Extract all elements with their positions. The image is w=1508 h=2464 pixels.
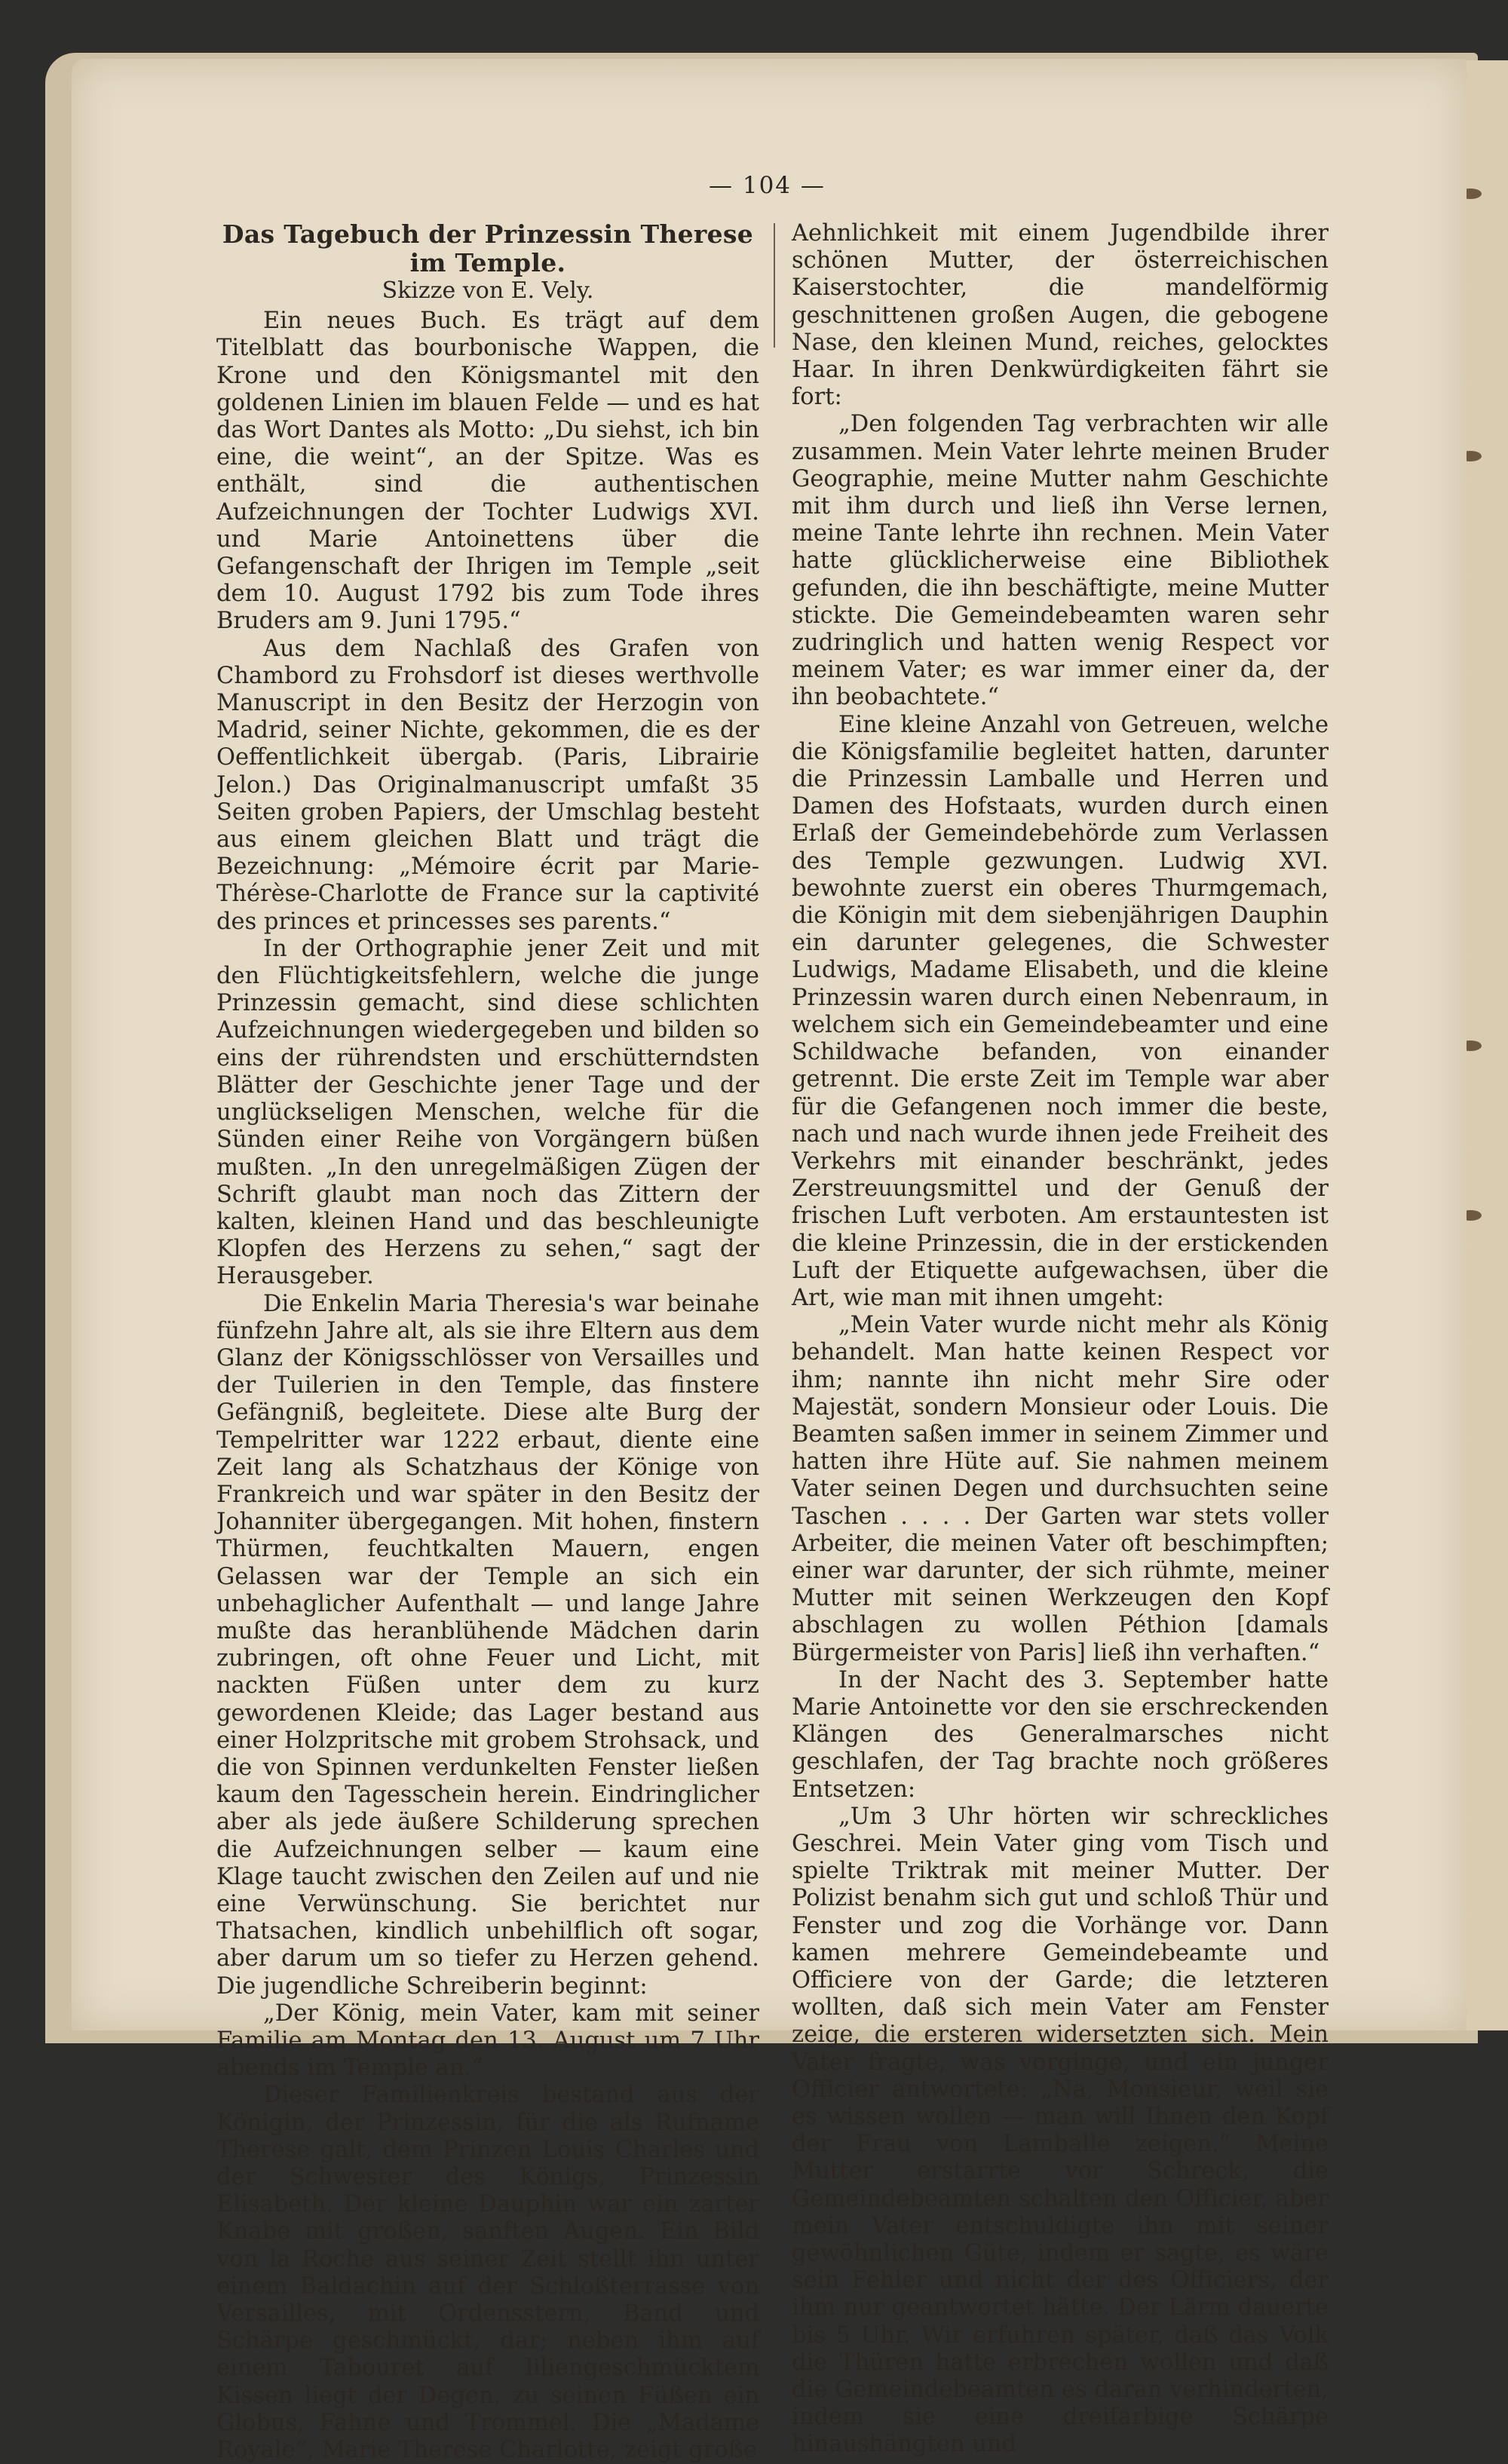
paragraph: Aus dem Nachlaß des Grafen von Chambord zu Frohsdorf ist dieses werthvolle Manuscript in den Besitz der Herzogin von Madrid, seiner Nichte, gekommen, die es der Oeffentlichkeit übergab. (Paris, Librairie Jelon.) Das Originalmanuscript umfaßt 35 Seiten groben Papiers, der Umschlag besteht aus einem gleichen Blatt und trägt die Bezeichnung: „Mémoire écrit par Marie-Thérèse-Charlotte de France sur la captivité des princes et princesses ses parents.“	[216, 635, 759, 935]
column-divider	[774, 223, 775, 348]
paragraph-continuation: Aehnlichkeit mit einem Jugendbilde ihrer schönen Mutter, der österreichischen Kaiserstochter, die mandelförmig geschnittenen großen Augen, die gebogene Nase, den kleinen Mund, reiches, gelocktes Haar. In ihren Denkwürdigkeiten fährt sie fort:	[792, 220, 1329, 411]
paragraph: In der Orthographie jener Zeit und mit den Flüchtigkeitsfehlern, welche die junge Prinzessin gemacht, sind diese schlichten Aufzeichnungen wiedergegeben und bilden so eins der rührendsten und erschütterndsten Blätter der Geschichte jener Tage und der unglückseligen Menschen, welche für die Sünden einer Reihe von Vorgängern büßen mußten. „In den unregelmäßigen Zügen der Schrift glaubt man noch das Zittern der kalten, kleinen Hand und das beschleunigte Klopfen des Herzens zu sehen,“ sagt der Herausgeber.	[216, 935, 759, 1290]
article-byline: Skizze von E. Vely.	[382, 277, 594, 304]
quote-paragraph: „Der König, mein Vater, kam mit seiner Familie am Montag den 13. August um 7 Uhr abends im Temple an.“	[216, 2000, 759, 2082]
right-column	[792, 220, 1329, 2459]
quote-paragraph: „Um 3 Uhr hörten wir schreckliches Geschrei. Mein Vater ging vom Tisch und spielte Triktrak mit meiner Mutter. Der Polizist benahm sich gut und schloß Thür und Fenster und zog die Vorhänge vor. Dann kamen mehrere Gemeindebeamte und Officiere von der Garde; die letzteren wollten, daß sich mein Vater am Fenster zeige, die ersteren widersetzten sich. Mein Vater fragte, was vorginge, und ein junger Officier antwortete: „Na, Monsieur, weil sie es wissen wollen — man will Ihnen den Kopf der Frau von Lamballe zeigen.“ Meine Mutter erstarrte vor Schreck, die Gemeindebeamten schalten den Officier, aber mein Vater entschuldigte ihn mit seiner gewöhnlichen Güte, indem er sagte, es wäre sein Fehler und nicht der des Officiers, der ihm nur geantwortet hätte. Der Lärm dauerte bis 5 Uhr. Wir erfuhren später, daß das Volk die Thüren hatte erbrechen wollen und daß die Gemeindebeamten es daran verhinderten, indem sie eine dreifarbige Schärpe hinaushängten und	[792, 1803, 1329, 2458]
paragraph: In der Nacht des 3. September hatte Marie Antoinette vor den sie erschreckenden Klängen des Generalmarsches nicht geschlafen, der Tag brachte noch größeres Entsetzen:	[792, 1666, 1329, 1803]
quote-paragraph: „Mein Vater wurde nicht mehr als König behandelt. Man hatte keinen Respect vor ihm; nannte ihn nicht mehr Sire oder Majestät, sondern Monsieur oder Louis. Die Beamten saßen immer in seinem Zimmer und hatten ihre Hüte auf. Sie nahmen meinem Vater seinen Degen und durchsuchten seine Taschen . . . . Der Garten war stets voller Arbeiter, die meinen Vater oft beschimpften; einer war darunter, der sich rühmte, meiner Mutter mit seinen Werkzeugen den Kopf abschlagen zu wollen Péthion [damals Bürgermeister von Paris] ließ ihn verhaften.“	[792, 1312, 1329, 1666]
paragraph: Ein neues Buch. Es trägt auf dem Titelblatt das bourbonische Wappen, die Krone und den Königsmantel mit den goldenen Linien im blauen Felde — und es hat das Wort Dantes als Motto: „Du siehst, ich bin eine, die weint“, an der Spitze. Was es enthält, sind die authentischen Aufzeichnungen der Tochter Ludwigs XVI. und Marie Antoinettens über die Gefangenschaft der Ihrigen im Temple „seit dem 10. August 1792 bis zum Tode ihres Bruders am 9. Juni 1795.“	[216, 308, 759, 635]
page-number: — 104 —	[709, 172, 826, 199]
article-title: Das Tagebuch der Prinzessin Therese im Temple.	[222, 219, 754, 277]
paragraph: Eine kleine Anzahl von Getreuen, welche die Königsfamilie begleitet hatten, darunter die Prinzessin Lamballe und Herren und Damen des Hofstaats, wurden durch einen Erlaß der Gemeindebehörde zum Verlassen des Temple gezwungen. Ludwig XVI. bewohnte zuerst ein oberes Thurmgemach, die Königin mit dem siebenjährigen Dauphin ein darunter gelegenes, die Schwester Ludwigs, Madame Elisabeth, und die kleine Prinzessin waren durch einen Nebenraum, in welchem sich ein Gemeindebeamter und eine Schildwache befanden, von einander getrennt. Die erste Zeit im Temple war aber für die Gefangenen noch immer die beste, nach und nach wurde ihnen jede Freiheit des Verkehrs mit einander beschränkt, jedes Zerstreuungsmittel und der Genuß der frischen Luft verboten. Am erstauntesten ist die kleine Prinzessin, die in der erstickenden Luft der Etiquette aufgewachsen, über die Art, wie man mit ihnen umgeht:	[792, 711, 1329, 1311]
left-column	[216, 220, 759, 2464]
quote-paragraph: „Den folgenden Tag verbrachten wir alle zusammen. Mein Vater lehrte meinen Bruder Geographie, meine Mutter nahm Geschichte mit ihm durch und ließ ihn Verse lernen, meine Tante lehrte ihn rechnen. Mein Vater hatte glücklicherweise eine Bibliothek gefunden, die ihn beschäftigte, meine Mutter stickte. Die Gemeindebeamten waren sehr zudringlich und hatten wenig Respect vor meinem Vater; es war immer einer da, der ihn beobachtete.“	[792, 411, 1329, 711]
paragraph: Die Enkelin Maria Theresia's war beinahe fünfzehn Jahre alt, als sie ihre Eltern aus dem Glanz der Königsschlösser von Versailles und der Tuilerien in den Temple, das finstere Gefängniß, begleitete. Diese alte Burg der Tempelritter war 1222 erbaut, diente eine Zeit lang als Schatzhaus der Könige von Frankreich und war später in den Besitz der Johanniter übergegangen. Mit hohen, finstern Thürmen, feuchtkalten Mauern, engen Gelassen war der Temple an sich ein unbehaglicher Aufenthalt — und lange Jahre mußte das heranblühende Mädchen darin zubringen, oft ohne Feuer und Licht, mit nackten Füßen unter dem zu kurz gewordenen Kleide; das Lager bestand aus einer Holzpritsche mit grobem Strohsack, und die von Spinnen verdunkelten Fenster ließen kaum den Tagesschein herein. Eindringlicher aber als jede äußere Schilderung sprechen die Aufzeichnungen selber — kaum eine Klage taucht zwischen den Zeilen auf und nie eine Verwünschung. Sie berichtet nur Thatsachen, kindlich unbehilflich oft sogar, aber darum um so tiefer zu Herzen gehend. Die jugendliche Schreiberin beginnt:	[216, 1290, 759, 2000]
paragraph: Dieser Familienkreis bestand aus der Königin, der Prinzessin, für die als Rufname Therese galt, dem Prinzen Louis Charles und der Schwester des Königs, Prinzessin Elisabeth. Der kleine Dauphin war ein zarter Knabe mit großen, sanften Augen. Ein Bild von la Roche aus seiner Zeit stellt ihn unter einem Baldachin auf der Schloßterrasse von Versailles, mit Ordensstern, Band und Schärpe geschmückt, dar; neben ihm auf einem Tabouret auf liliengeschmücktem Kissen liegt der Degen, zu seinen Füßen ein Globus, Fahne und Trommel. Die „Madame Royale“, Marie Therese Charlotte, zeigt große	[216, 2082, 759, 2464]
